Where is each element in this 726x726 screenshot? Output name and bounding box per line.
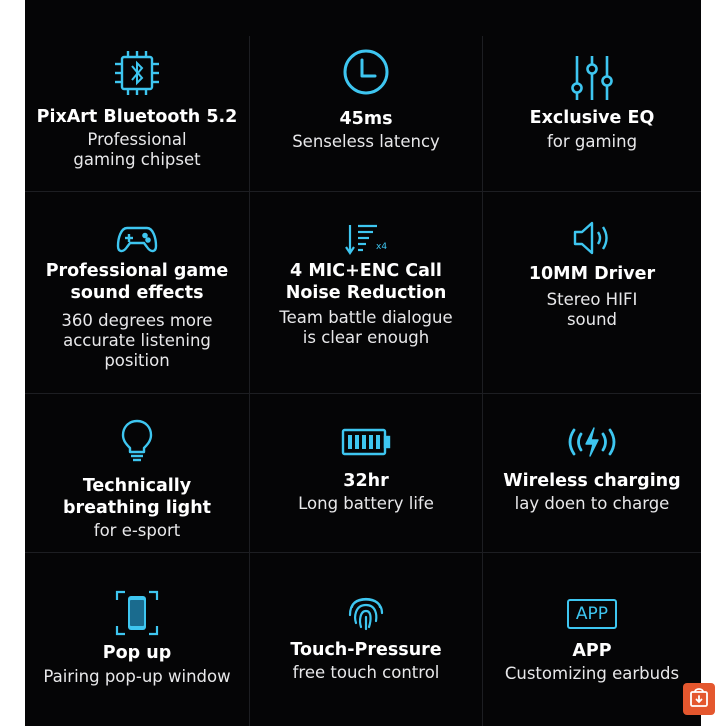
feature-pop-up: [25, 590, 249, 687]
feature-noise-reduction: [250, 222, 482, 348]
feature-touch-pressure: [250, 591, 482, 683]
feature-title: 32hr: [343, 471, 389, 491]
speaker-icon: [572, 220, 612, 256]
feature-breathing-light: [25, 419, 249, 541]
bluetooth-chip-icon: [112, 50, 162, 96]
phone-popup-icon: [115, 590, 159, 636]
feature-title: Exclusive EQ: [529, 108, 655, 128]
clock-icon: [342, 48, 390, 96]
feature-eq: [483, 55, 701, 152]
shopping-bag-button[interactable]: [683, 683, 715, 715]
grid-divider: [25, 393, 701, 394]
feature-panel: [25, 0, 701, 726]
feature-app: [483, 599, 701, 684]
feature-subtitle: for e-sport: [93, 521, 181, 540]
feature-title: Touch-Pressure: [290, 640, 442, 660]
gamepad-icon: [116, 224, 158, 254]
feature-grid: [25, 0, 701, 726]
feature-subtitle: 360 degrees more accurate listening position: [61, 311, 213, 370]
feature-subtitle: Team battle dialogue is clear enough: [279, 308, 453, 347]
multiplier-label: x4: [376, 242, 388, 252]
microphone-array-icon: [345, 222, 387, 256]
feature-title: Technically breathing light: [62, 476, 212, 518]
wireless-charging-icon: [564, 424, 620, 460]
feature-title: Pop up: [102, 643, 172, 663]
feature-title: PixArt Bluetooth 5.2: [36, 107, 238, 127]
feature-bluetooth: [25, 50, 249, 170]
feature-title: 45ms: [339, 109, 393, 129]
feature-subtitle: Stereo HIFI sound: [546, 290, 638, 329]
feature-game-sound: [25, 224, 249, 371]
app-icon: [567, 599, 617, 629]
feature-title: Professional game sound effects: [45, 261, 229, 303]
feature-subtitle: Long battery life: [298, 494, 434, 513]
light-bulb-icon: [121, 419, 153, 463]
grid-divider: [25, 191, 701, 192]
feature-battery: [250, 428, 482, 514]
shopping-bag-icon: [688, 686, 710, 712]
feature-subtitle: Customizing earbuds: [504, 664, 680, 683]
feature-subtitle: Senseless latency: [292, 132, 440, 151]
feature-subtitle: free touch control: [292, 663, 440, 682]
feature-title: APP: [572, 641, 612, 661]
feature-latency: [250, 48, 482, 152]
feature-wireless-charging: [483, 424, 701, 514]
feature-subtitle: Professional gaming chipset: [73, 130, 201, 169]
battery-icon: [341, 428, 391, 456]
feature-title: Wireless charging: [503, 471, 681, 491]
feature-title: 4 MIC+ENC Call Noise Reduction: [285, 261, 447, 303]
feature-subtitle: Pairing pop-up window: [43, 667, 231, 686]
feature-driver: [483, 220, 701, 330]
equalizer-icon: [570, 55, 614, 101]
feature-subtitle: for gaming: [546, 132, 638, 151]
app-badge: APP: [567, 599, 617, 629]
feature-title: 10MM Driver: [528, 264, 656, 284]
feature-subtitle: lay doen to charge: [514, 494, 670, 513]
fingerprint-icon: [347, 591, 385, 631]
grid-divider: [25, 552, 701, 553]
